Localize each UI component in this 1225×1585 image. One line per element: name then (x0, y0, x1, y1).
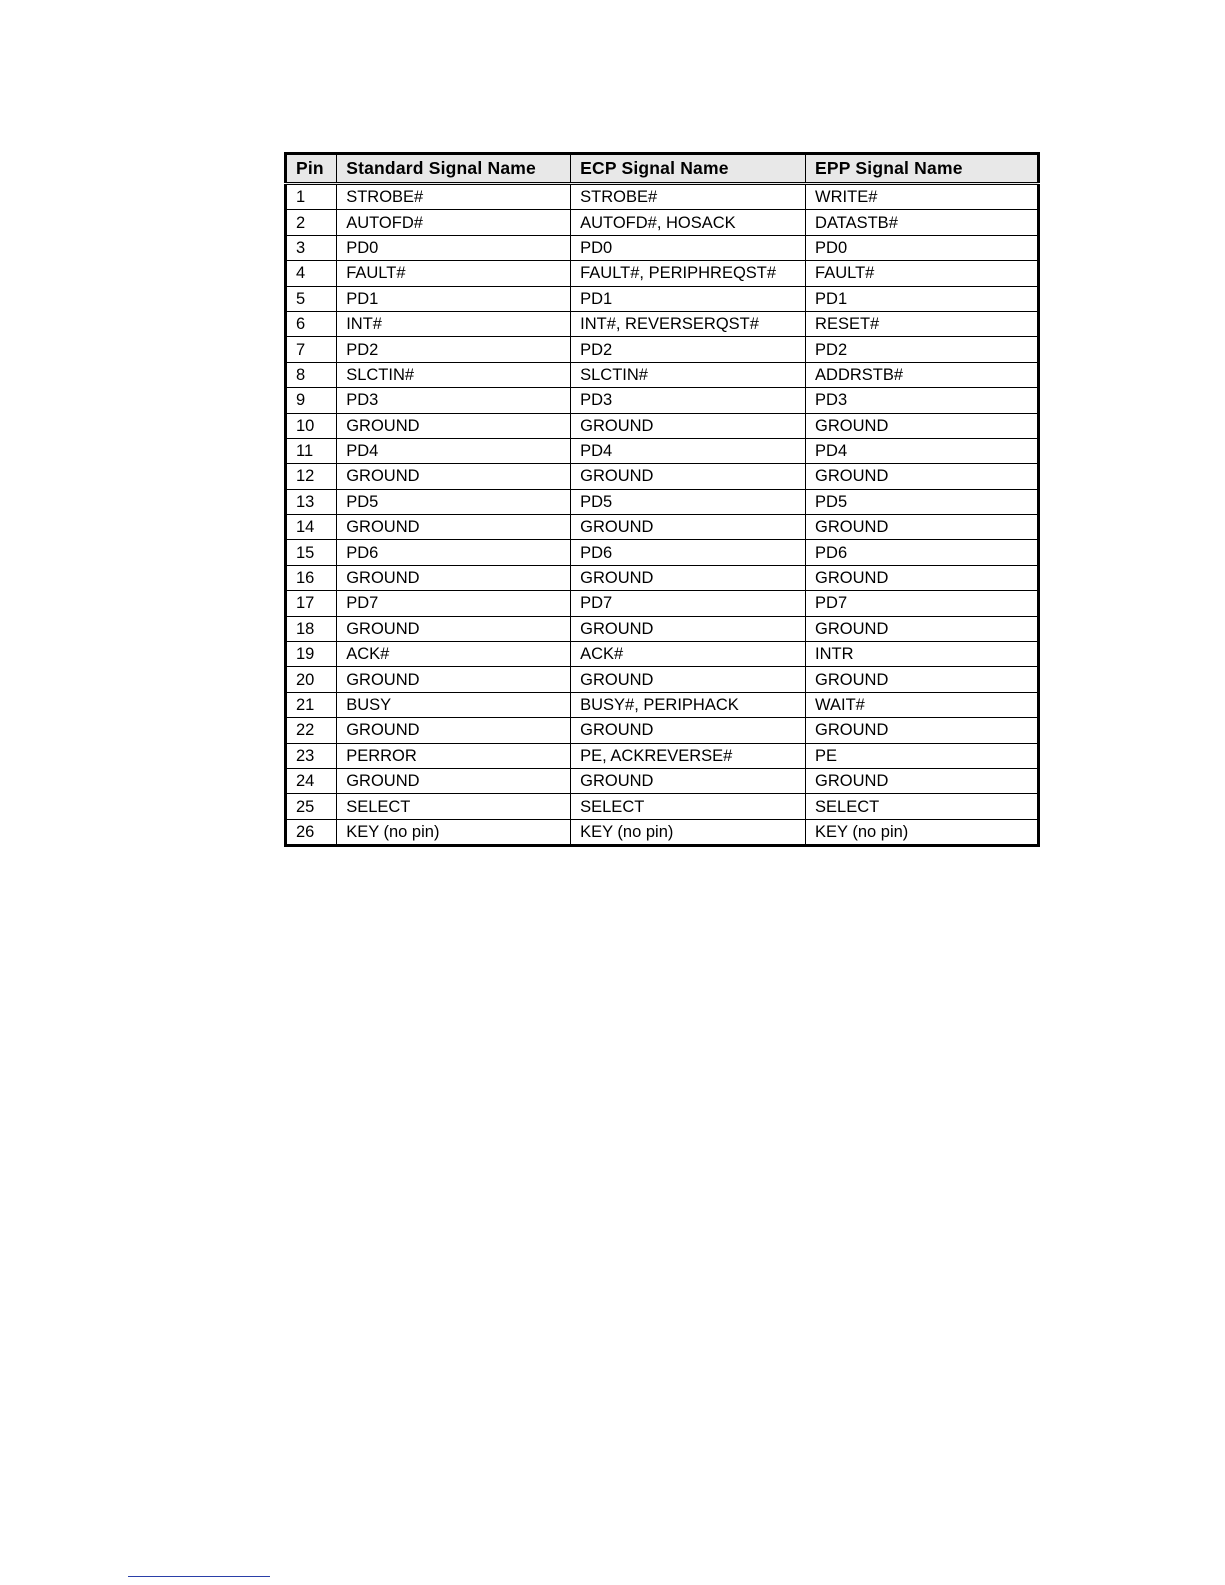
table-row (286, 565, 1039, 590)
standard-signal-cell: GROUND (337, 616, 571, 641)
table-row (286, 235, 1039, 260)
epp-signal-cell: PE (806, 743, 1039, 768)
pin-number-cell: 13 (286, 489, 337, 514)
table-row (286, 616, 1039, 641)
epp-signal-header: EPP Signal Name (806, 154, 1039, 184)
ecp-signal-cell: GROUND (571, 565, 806, 590)
epp-signal-cell: GROUND (806, 413, 1039, 438)
ecp-signal-cell: PE, ACKREVERSE# (571, 743, 806, 768)
epp-signal-cell: PD6 (806, 540, 1039, 565)
table-row (286, 311, 1039, 336)
standard-signal-cell: INT# (337, 311, 571, 336)
ecp-signal-cell: GROUND (571, 464, 806, 489)
standard-signal-header: Standard Signal Name (337, 154, 571, 184)
pin-number-cell: 19 (286, 642, 337, 667)
epp-signal-cell: KEY (no pin) (806, 819, 1039, 845)
standard-signal-cell: SLCTIN# (337, 362, 571, 387)
ecp-signal-cell: GROUND (571, 768, 806, 793)
ecp-signal-cell: GROUND (571, 616, 806, 641)
standard-signal-cell: PERROR (337, 743, 571, 768)
standard-signal-cell: SELECT (337, 794, 571, 819)
epp-signal-cell: PD4 (806, 438, 1039, 463)
ecp-signal-cell: GROUND (571, 718, 806, 743)
footnote-separator (128, 1576, 270, 1577)
pin-number-cell: 24 (286, 768, 337, 793)
standard-signal-cell: ACK# (337, 642, 571, 667)
ecp-signal-cell: AUTOFD#, HOSACK (571, 210, 806, 235)
epp-signal-cell: PD5 (806, 489, 1039, 514)
table-row (286, 794, 1039, 819)
standard-signal-cell: FAULT# (337, 261, 571, 286)
ecp-signal-cell: PD2 (571, 337, 806, 362)
epp-signal-cell: GROUND (806, 667, 1039, 692)
ecp-signal-cell: SELECT (571, 794, 806, 819)
table-row (286, 743, 1039, 768)
standard-signal-cell: PD3 (337, 388, 571, 413)
pin-header: Pin (286, 154, 337, 184)
table-row (286, 591, 1039, 616)
pin-number-cell: 21 (286, 692, 337, 717)
table-row (286, 489, 1039, 514)
standard-signal-cell: PD5 (337, 489, 571, 514)
header-row (286, 154, 1039, 184)
standard-signal-cell: PD7 (337, 591, 571, 616)
standard-signal-cell: GROUND (337, 464, 571, 489)
pin-number-cell: 2 (286, 210, 337, 235)
standard-signal-cell: KEY (no pin) (337, 819, 571, 845)
ecp-signal-cell: FAULT#, PERIPHREQST# (571, 261, 806, 286)
pin-number-cell: 11 (286, 438, 337, 463)
pin-number-cell: 14 (286, 515, 337, 540)
ecp-signal-cell: GROUND (571, 515, 806, 540)
epp-signal-cell: DATASTB# (806, 210, 1039, 235)
ecp-signal-cell: BUSY#, PERIPHACK (571, 692, 806, 717)
pin-number-cell: 3 (286, 235, 337, 260)
table-row (286, 362, 1039, 387)
standard-signal-cell: BUSY (337, 692, 571, 717)
pin-number-cell: 9 (286, 388, 337, 413)
pin-number-cell: 25 (286, 794, 337, 819)
ecp-signal-cell: STROBE# (571, 184, 806, 210)
table-row (286, 540, 1039, 565)
ecp-signal-cell: KEY (no pin) (571, 819, 806, 845)
table-header (286, 154, 1039, 184)
table-row (286, 642, 1039, 667)
table-row (286, 388, 1039, 413)
standard-signal-cell: GROUND (337, 515, 571, 540)
standard-signal-cell: PD0 (337, 235, 571, 260)
epp-signal-cell: PD2 (806, 337, 1039, 362)
pin-number-cell: 20 (286, 667, 337, 692)
standard-signal-cell: GROUND (337, 768, 571, 793)
standard-signal-cell: STROBE# (337, 184, 571, 210)
ecp-signal-cell: PD1 (571, 286, 806, 311)
ecp-signal-cell: PD7 (571, 591, 806, 616)
epp-signal-cell: GROUND (806, 515, 1039, 540)
table-row (286, 261, 1039, 286)
pin-number-cell: 23 (286, 743, 337, 768)
standard-signal-cell: PD2 (337, 337, 571, 362)
table-row (286, 210, 1039, 235)
pin-number-cell: 8 (286, 362, 337, 387)
table-row (286, 464, 1039, 489)
pin-number-cell: 22 (286, 718, 337, 743)
epp-signal-cell: SELECT (806, 794, 1039, 819)
standard-signal-cell: GROUND (337, 565, 571, 590)
pin-number-cell: 10 (286, 413, 337, 438)
table-row (286, 819, 1039, 845)
pin-number-cell: 5 (286, 286, 337, 311)
epp-signal-cell: GROUND (806, 616, 1039, 641)
pin-number-cell: 6 (286, 311, 337, 336)
epp-signal-cell: FAULT# (806, 261, 1039, 286)
epp-signal-cell: PD0 (806, 235, 1039, 260)
pin-number-cell: 26 (286, 819, 337, 845)
ecp-signal-cell: ACK# (571, 642, 806, 667)
epp-signal-cell: GROUND (806, 565, 1039, 590)
standard-signal-cell: AUTOFD# (337, 210, 571, 235)
pin-number-cell: 15 (286, 540, 337, 565)
epp-signal-cell: PD3 (806, 388, 1039, 413)
table-body (286, 184, 1039, 846)
epp-signal-cell: GROUND (806, 464, 1039, 489)
ecp-signal-cell: PD5 (571, 489, 806, 514)
pin-number-cell: 12 (286, 464, 337, 489)
table-row (286, 515, 1039, 540)
standard-signal-cell: PD1 (337, 286, 571, 311)
pin-number-cell: 1 (286, 184, 337, 210)
table-row (286, 438, 1039, 463)
ecp-signal-header: ECP Signal Name (571, 154, 806, 184)
ecp-signal-cell: INT#, REVERSERQST# (571, 311, 806, 336)
table-row (286, 413, 1039, 438)
ecp-signal-cell: PD6 (571, 540, 806, 565)
table-row (286, 692, 1039, 717)
standard-signal-cell: GROUND (337, 413, 571, 438)
table-row (286, 286, 1039, 311)
table-row (286, 667, 1039, 692)
ecp-signal-cell: GROUND (571, 667, 806, 692)
table-row (286, 337, 1039, 362)
ecp-signal-cell: PD3 (571, 388, 806, 413)
epp-signal-cell: WAIT# (806, 692, 1039, 717)
table-row (286, 184, 1039, 210)
epp-signal-cell: RESET# (806, 311, 1039, 336)
pin-number-cell: 16 (286, 565, 337, 590)
pin-number-cell: 4 (286, 261, 337, 286)
epp-signal-cell: WRITE# (806, 184, 1039, 210)
ecp-signal-cell: PD4 (571, 438, 806, 463)
standard-signal-cell: GROUND (337, 667, 571, 692)
epp-signal-cell: INTR (806, 642, 1039, 667)
epp-signal-cell: ADDRSTB# (806, 362, 1039, 387)
table-row (286, 718, 1039, 743)
epp-signal-cell: PD7 (806, 591, 1039, 616)
pin-number-cell: 18 (286, 616, 337, 641)
epp-signal-cell: GROUND (806, 718, 1039, 743)
epp-signal-cell: PD1 (806, 286, 1039, 311)
parallel-port-pin-table (284, 152, 1040, 847)
table-row (286, 768, 1039, 793)
pin-number-cell: 17 (286, 591, 337, 616)
pin-number-cell: 7 (286, 337, 337, 362)
epp-signal-cell: GROUND (806, 768, 1039, 793)
ecp-signal-cell: SLCTIN# (571, 362, 806, 387)
standard-signal-cell: PD6 (337, 540, 571, 565)
standard-signal-cell: GROUND (337, 718, 571, 743)
ecp-signal-cell: GROUND (571, 413, 806, 438)
ecp-signal-cell: PD0 (571, 235, 806, 260)
standard-signal-cell: PD4 (337, 438, 571, 463)
